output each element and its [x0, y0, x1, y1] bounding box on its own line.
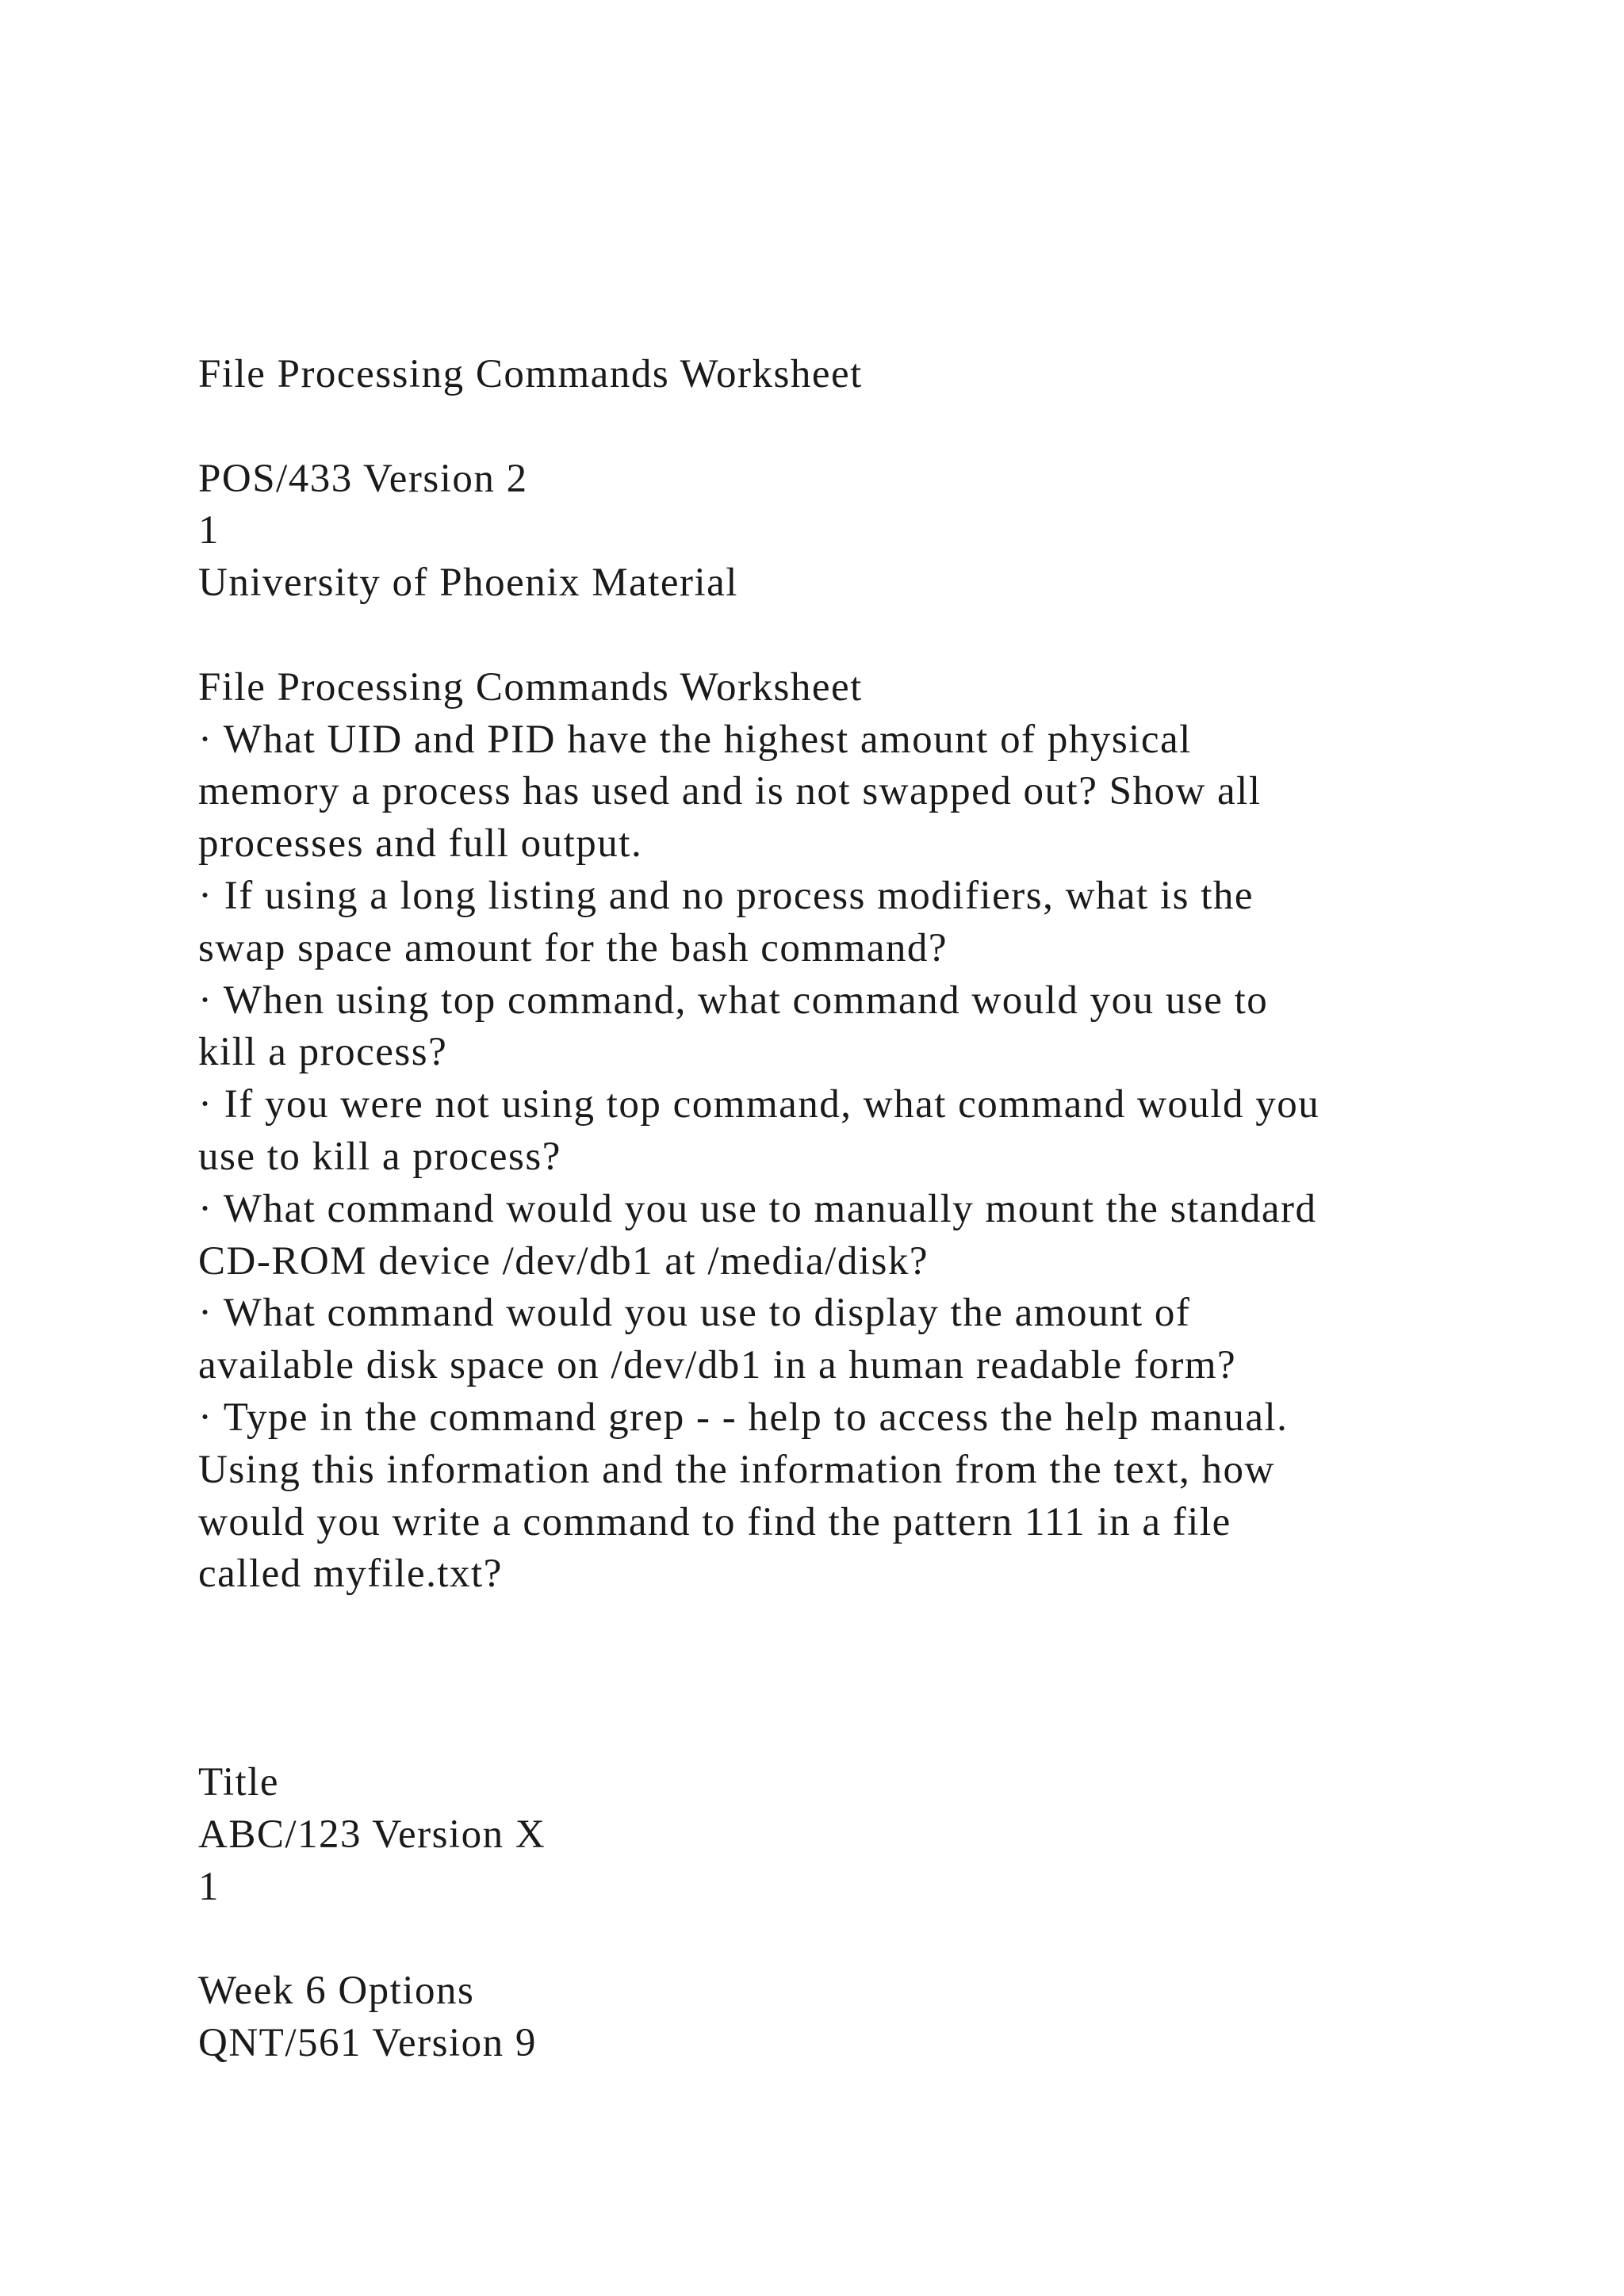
page-number: 1	[198, 508, 220, 553]
spacer	[198, 401, 1467, 453]
template-course-version: ABC/123 Version X	[198, 1812, 546, 1857]
template-page-number: 1	[198, 1864, 220, 1909]
footer-block	[198, 1965, 1467, 2070]
worksheet-heading: File Processing Commands Worksheet	[198, 664, 863, 710]
document-page	[198, 349, 1467, 2070]
question-line: Using this information and the information from the text, how	[198, 1447, 1275, 1492]
question-line: · What command would you use to manually mount the standard	[198, 1186, 1317, 1231]
question-line: use to kill a process?	[198, 1134, 561, 1179]
question-line: CD-ROM device /dev/db1 at /media/disk?	[198, 1238, 929, 1284]
spacer	[198, 610, 1467, 662]
header-block	[198, 349, 1467, 662]
question-line: processes and full output.	[198, 821, 643, 867]
question-line: · What command would you use to display the amount of	[198, 1291, 1191, 1336]
question-line: memory a process has used and is not swapped out? Show all	[198, 769, 1262, 814]
week-label: Week 6 Options	[198, 1969, 475, 2014]
spacer	[198, 1601, 1467, 1757]
document-title: File Processing Commands Worksheet	[198, 352, 863, 396]
template-title: Title	[198, 1760, 280, 1805]
question-line: · If using a long listing and no process modifiers, what is the	[198, 873, 1254, 918]
question-line: would you write a command to find the pattern 111 in a file	[198, 1499, 1231, 1544]
template-block	[198, 1757, 1467, 1965]
question-line: called myfile.txt?	[198, 1552, 503, 1597]
question-line: kill a process?	[198, 1030, 448, 1075]
question-line: · If you were not using top command, what command would you	[198, 1082, 1320, 1127]
question-line: · What UID and PID have the highest amount of physical	[198, 717, 1192, 762]
question-line: · When using top command, what command would you use to	[198, 978, 1269, 1023]
question-line: · Type in the command grep - - help to access the help manual.	[198, 1395, 1289, 1440]
worksheet-body	[198, 662, 1467, 1601]
institution-label: University of Phoenix Material	[198, 561, 738, 606]
question-line: swap space amount for the bash command?	[198, 925, 948, 970]
footer-course-version: QNT/561 Version 9	[198, 2021, 537, 2066]
spacer	[198, 1914, 1467, 1966]
course-version: POS/433 Version 2	[198, 456, 528, 501]
question-line: available disk space on /dev/db1 in a human readable form?	[198, 1343, 1237, 1388]
